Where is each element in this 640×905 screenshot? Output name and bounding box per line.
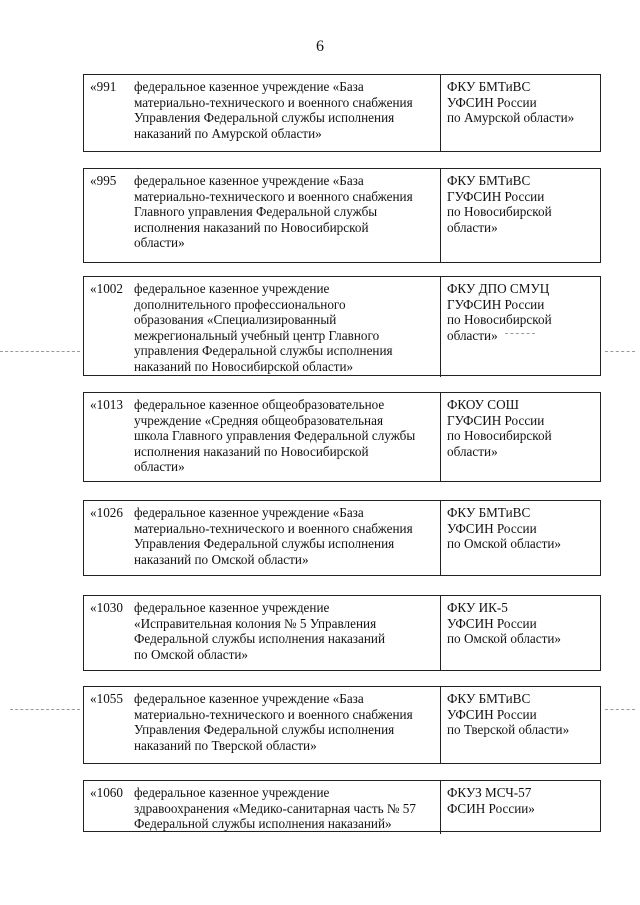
entry-description bbox=[130, 501, 440, 575]
entry-abbreviation bbox=[440, 501, 600, 575]
entry-description bbox=[130, 687, 440, 763]
description-line: наказаний по Тверской области» bbox=[134, 737, 317, 753]
description-line: Федеральной службы исполнения наказаний» bbox=[134, 816, 392, 832]
abbreviation-line: области» bbox=[447, 327, 498, 343]
entry-number: «1026 bbox=[90, 505, 123, 520]
abbreviation-line: УФСИН России bbox=[447, 94, 537, 110]
list-item bbox=[83, 168, 601, 263]
scan-dash-line bbox=[10, 709, 80, 710]
list-item bbox=[83, 276, 601, 376]
entry-abbreviation bbox=[440, 596, 600, 670]
description-line: наказаний по Амурской области» bbox=[134, 125, 322, 141]
abbreviation-line: ФКОУ СОШ bbox=[447, 397, 519, 412]
description-line: исполнения наказаний по Новосибирской bbox=[134, 219, 369, 235]
entry-abbreviation bbox=[440, 169, 600, 262]
description-line: материально-технического и военного снабжения bbox=[134, 94, 413, 110]
entry-number: «1060 bbox=[90, 785, 123, 800]
entry-description bbox=[130, 75, 440, 151]
abbreviation-line: ГУФСИН России bbox=[447, 296, 545, 312]
entry-description bbox=[130, 169, 440, 262]
entry-number: «1013 bbox=[90, 397, 123, 412]
abbreviation-line: области» bbox=[447, 219, 498, 235]
abbreviation-line: ГУФСИН России bbox=[447, 188, 545, 204]
entry-abbreviation bbox=[440, 781, 600, 834]
description-line: образования «Специализированный bbox=[134, 312, 337, 328]
abbreviation-line: по Новосибирской bbox=[447, 204, 552, 220]
entry-description bbox=[130, 393, 440, 481]
list-item bbox=[83, 595, 601, 671]
description-line: по Омской области» bbox=[134, 646, 249, 662]
abbreviation-line: по Новосибирской bbox=[447, 428, 552, 444]
description-line: федеральное казенное учреждение «База bbox=[134, 173, 364, 188]
list-item bbox=[83, 780, 601, 832]
description-line: управления Федеральной службы исполнения bbox=[134, 343, 393, 359]
description-line: наказаний по Омской области» bbox=[134, 551, 309, 567]
entry-number: «1030 bbox=[90, 600, 123, 615]
entry-abbreviation bbox=[440, 687, 600, 763]
abbreviation-line: области» bbox=[447, 443, 498, 459]
description-line: «Исправительная колония № 5 Управления bbox=[134, 615, 377, 631]
entry-abbreviation bbox=[440, 277, 600, 377]
abbreviation-line: УФСИН России bbox=[447, 706, 537, 722]
description-line: материально-технического и военного снабжения bbox=[134, 706, 413, 722]
description-line: Управления Федеральной службы исполнения bbox=[134, 722, 395, 738]
entry-description bbox=[130, 781, 440, 834]
list-item bbox=[83, 686, 601, 764]
scan-dash-line bbox=[605, 351, 635, 352]
description-line: области» bbox=[134, 459, 185, 475]
abbreviation-line: ФКУ ДПО СМУЦ bbox=[447, 281, 550, 296]
abbreviation-line: ФКУ БМТиВС bbox=[447, 505, 531, 520]
description-line: федеральное казенное учреждение bbox=[134, 281, 330, 296]
entry-description bbox=[130, 277, 440, 377]
description-line: учреждение «Средняя общеобразовательная bbox=[134, 412, 384, 428]
abbreviation-line: по Омской области» bbox=[447, 631, 562, 647]
description-line: наказаний по Новосибирской области» bbox=[134, 358, 354, 374]
description-line: исполнения наказаний по Новосибирской bbox=[134, 443, 369, 459]
description-line: Федеральной службы исполнения наказаний bbox=[134, 631, 386, 647]
entry-abbreviation bbox=[440, 75, 600, 151]
description-line: федеральное казенное учреждение «База bbox=[134, 79, 364, 94]
description-line: межрегиональный учебный центр Главного bbox=[134, 327, 380, 343]
abbreviation-line: ФКУ ИК-5 bbox=[447, 600, 508, 615]
entry-number: «995 bbox=[90, 173, 117, 188]
description-line: дополнительного профессионального bbox=[134, 296, 346, 312]
description-line: федеральное казенное учреждение «База bbox=[134, 505, 364, 520]
description-line: федеральное казенное учреждение «База bbox=[134, 691, 364, 706]
abbreviation-line: ГУФСИН России bbox=[447, 412, 545, 428]
abbreviation-line: ФКУ БМТиВС bbox=[447, 691, 531, 706]
abbreviation-line: по Омской области» bbox=[447, 536, 562, 552]
scan-dash-line bbox=[505, 333, 535, 334]
list-item bbox=[83, 392, 601, 482]
scan-dash-line bbox=[0, 351, 80, 352]
abbreviation-line: УФСИН России bbox=[447, 520, 537, 536]
description-line: области» bbox=[134, 235, 185, 251]
entry-number: «991 bbox=[90, 79, 117, 94]
list-item bbox=[83, 74, 601, 152]
entry-abbreviation bbox=[440, 393, 600, 481]
entry-number: «1055 bbox=[90, 691, 123, 706]
description-line: материально-технического и военного снабжения bbox=[134, 188, 413, 204]
scan-dash-line bbox=[605, 709, 635, 710]
abbreviation-line: ФКУ БМТиВС bbox=[447, 79, 531, 94]
description-line: здравоохранения «Медико-санитарная часть № 57 bbox=[134, 800, 416, 816]
entry-description bbox=[130, 596, 440, 670]
abbreviation-line: ФСИН России» bbox=[447, 800, 535, 816]
description-line: материально-технического и военного снабжения bbox=[134, 520, 413, 536]
description-line: федеральное казенное учреждение bbox=[134, 785, 330, 800]
abbreviation-line: по Амурской области» bbox=[447, 110, 575, 126]
description-line: Управления Федеральной службы исполнения bbox=[134, 536, 395, 552]
page-number: 6 bbox=[316, 38, 324, 55]
abbreviation-line: ФКУЗ МСЧ-57 bbox=[447, 785, 532, 800]
abbreviation-line: по Новосибирской bbox=[447, 312, 552, 328]
abbreviation-line: по Тверской области» bbox=[447, 722, 570, 738]
description-line: федеральное казенное общеобразовательное bbox=[134, 397, 385, 412]
description-line: школа Главного управления Федеральной службы bbox=[134, 428, 416, 444]
entry-number: «1002 bbox=[90, 281, 123, 296]
description-line: Управления Федеральной службы исполнения bbox=[134, 110, 395, 126]
list-item bbox=[83, 500, 601, 576]
description-line: федеральное казенное учреждение bbox=[134, 600, 330, 615]
abbreviation-line: ФКУ БМТиВС bbox=[447, 173, 531, 188]
description-line: Главного управления Федеральной службы bbox=[134, 204, 378, 220]
abbreviation-line: УФСИН России bbox=[447, 615, 537, 631]
